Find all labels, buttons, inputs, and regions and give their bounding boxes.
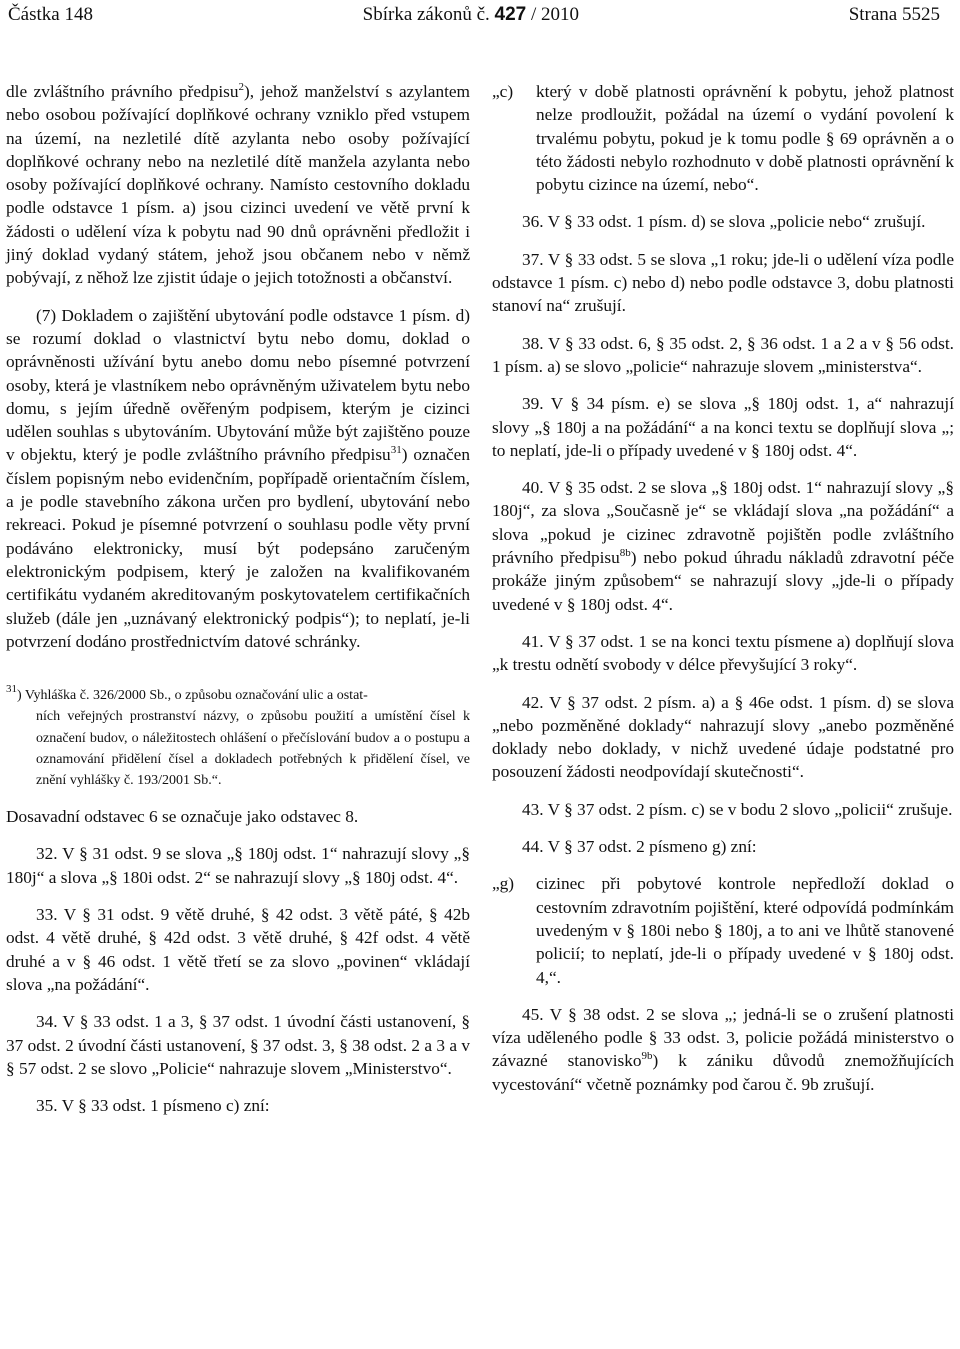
text-run: 40. V § 35 odst. 2 se slova „§ 180j odst. 1“ nahrazují slovy „§ 180j“, za slova „Současně je“ se vkládají slova „na požádání“ a slova „pokud je cizinec zdravotně pojištěn podle zvláštního právního předpisu [492,478,954,568]
text-run: dle zvláštního právního předpisu [6,82,239,101]
amendment-40 [492,476,954,616]
item-text: cizinec při pobytové kontrole nepředloží doklad o cestovním zdravotním pojištění, které odpovídá podmínkám uvedeným v § 180i nebo § 180j, a to ani ve lhůtě stanovené policií; to neplatí, jde-li o případy uvedené v § 180j odst. 4,“. [536,874,954,987]
amendment-43: 43. V § 37 odst. 2 písm. c) se v bodu 2 slovo „policii“ zrušuje. [522,799,953,819]
left-column [6,80,470,1117]
footnote-first-line [6,685,470,706]
amendment-33: 33. V § 31 odst. 9 větě druhé, § 42 odst. 3 větě páté, § 42b odst. 4 větě druhé, § 42d odst. 3 větě druhé, § 42f odst. 4 větě druhé a v § 46 odst. 1 větě třetí se za slovo „povinen“ vkládají slova „na požádání“. [6,905,470,994]
amendment-42: 42. V § 37 odst. 2 písm. a) a § 46e odst. 1 písm. d) se slova „nebo pozměněné doklady“ nahrazují slovy „anebo pozměněné doklady nebo doklady, v nichž uvedené údaje podstatné pro posouzení žádosti neodpovídají skutečnosti“. [492,692,954,782]
letter-c-item [492,80,954,196]
footnote [6,685,470,791]
text-run: ) označen číslem popisným nebo evidenčním, popřípadě orientačním číslem, a je podle stavebního zákona určen pro bydlení, ubytování nebo rekreaci. Pokud je písemné potvrzení o souhlasu podle věty první podáváno elektronicky, musí být podepsáno zaručeným elektronickým podpisem, který je založen na kvalifikovaném certifikátu vydaném akreditovaným poskytovatelem certifikačních služeb (dále jen „uznávaný elektronický podpis“); to neplatí, je-li potvrzení dodáno prostřednictvím datové schránky. [6,445,470,651]
text-run: ) k zániku důvodů znemožňujících vycestování“ včetně poznámky pod čarou č. 9b zrušují. [492,1051,954,1094]
footnote-text-rest: ních veřejných prostranství názvy, o způsobu použití a umístění čísel k označení budov, o náležitostech ohlášení o přečíslování budov a o postupu a oznamování přidělení čísel a dokladech potřebných k přidělení čísel, ve znění vyhlášky č. 193/2001 Sb.“. [36,709,470,788]
header-year: / 2010 [531,4,580,25]
header-issue: Částka 148 [8,4,93,25]
amendment-44: 44. V § 37 odst. 2 písmeno g) zní: [522,837,757,857]
header-collection [363,4,579,26]
item-label: „g) [492,874,515,894]
page-header [8,4,940,30]
paragraph-continuation [6,80,470,290]
text-run: 45. V § 38 odst. 2 se slova „; jedná-li se o zrušení platnosti víza uděleného podle § 33 odst. 3, policie požádá ministerstvo o závazné stanovisko [492,1004,954,1071]
header-law-number: 427 [494,4,527,25]
text-run: ) nebo pokud úhradu nákladů zdravotní péče prokáže jiným způsobem“ se nahrazují slovy „jde-li o případy uvedené v § 180j odst. 4“. [492,548,955,614]
footnote-ref: 2 [238,81,245,93]
footnote-text: ) Vyhláška č. 326/2000 Sb., o způsobu označování ulic a ostat- [17,688,368,704]
amendment-35: 35. V § 33 odst. 1 písmeno c) zní: [36,1096,270,1116]
amendment-41: 41. V § 37 odst. 1 se na konci textu písmene a) doplňují slova „k trestu odnětí svobody v délce převyšující 3 roky“. [492,631,954,675]
amendment-45 [492,1003,954,1096]
footnote-ref: 9b [641,1050,653,1063]
header-collection-label: Sbírka zákonů č. [362,4,490,25]
amendment-37: 37. V § 33 odst. 5 se slova „1 roku; jde-li o udělení víza podle odstavce 1 písm. c) nebo d) nebo podle odstavce 3, dobu platnosti stanoví na“ zrušují. [492,249,954,316]
footnote-ref: 31 [390,444,402,457]
amendment-39: 39. V § 34 písm. e) se slova „§ 180j odst. 1, a“ nahrazují slovy „§ 180j a na požádání“ a na konci textu se doplňují slova „; to neplatí, jde-li o případy uvedené v § 180j odst. 4“. [492,394,954,460]
amendment-34: 34. V § 33 odst. 1 a 3, § 37 odst. 1 úvodní části ustanovení, § 37 odst. 2 úvodní části ustanovení, § 37 odst. 3, § 38 odst. 2 a 3 a v § 57 odst. 2 se slovo „Policie“ nahrazuje slovem „Ministerstvo“. [6,1012,470,1078]
right-column [492,80,954,1096]
letter-g-item [492,872,954,988]
footnote-mark: 31 [6,683,17,696]
paragraph-note: Dosavadní odstavec 6 se označuje jako odstavec 8. [6,807,359,827]
amendment-36: 36. V § 33 odst. 1 písm. d) se slova „policie nebo“ zrušují. [522,212,926,232]
text-run: ), jehož manželství s azylantem nebo osobou požívající doplňkové ochrany vzniklo před vstupem na území, na nezletilé dítě azylanta nebo osoby požívající doplňkové ochrany nebo na nezletilé dítě manžela azylanta nebo osoby požívající doplňkové ochrany. Namísto cestovního dokladu podle odstavce 1 písm. a) jsou cizinci uvedení ve větě první k žádosti o udělení víza k pobytu nad 90 dnů oprávněni předložit i jiný doklad vydaný státem, jehož jsou občanem nebo v němž pobývají, z něhož lze zjistit údaje o jejich totožnosti a občanství. [6,82,470,288]
item-text: který v době platnosti oprávnění k pobytu, jehož platnost nelze prodloužit, požádal na území o vydání povolení k trvalému pobytu, pokud je k tomu podle § 69 oprávněn a o této žádosti nebylo rozhodnuto v době platnosti oprávnění k pobytu cizince na území, nebo“. [536,82,954,195]
item-label: „c) [492,82,514,101]
header-page-number: Strana 5525 [848,4,940,25]
amendment-32: 32. V § 31 odst. 9 se slova „§ 180j odst. 1“ nahrazují slovy „§ 180j“ a slova „§ 180i odst. 2“ se nahrazují slovy „§ 180j odst. 4“. [6,844,470,887]
text-run: (7) Dokladem o zajištění ubytování podle odstavce 1 písm. d) se rozumí doklad o vlastnictví bytu nebo domu, doklad o oprávněnosti užívání bytu anebo domu nebo písemné potvrzení osoby, která je vlastníkem nebo oprávněným uživatelem bytu nebo domu, s jejím úředně ověřeným podpisem, kterým je cizinci udělen souhlas s ubytováním. Ubytování může být zajištěno pouze v objektu, který je podle zvláštního právního předpisu [6,305,470,465]
footnote-ref: 8b [619,547,631,560]
paragraph-7 [6,304,470,653]
amendment-38: 38. V § 33 odst. 6, § 35 odst. 2, § 36 odst. 1 a 2 a v § 56 odst. 1 písm. a) se slovo „policie“ nahrazuje slovem „ministerstva“. [492,333,954,376]
